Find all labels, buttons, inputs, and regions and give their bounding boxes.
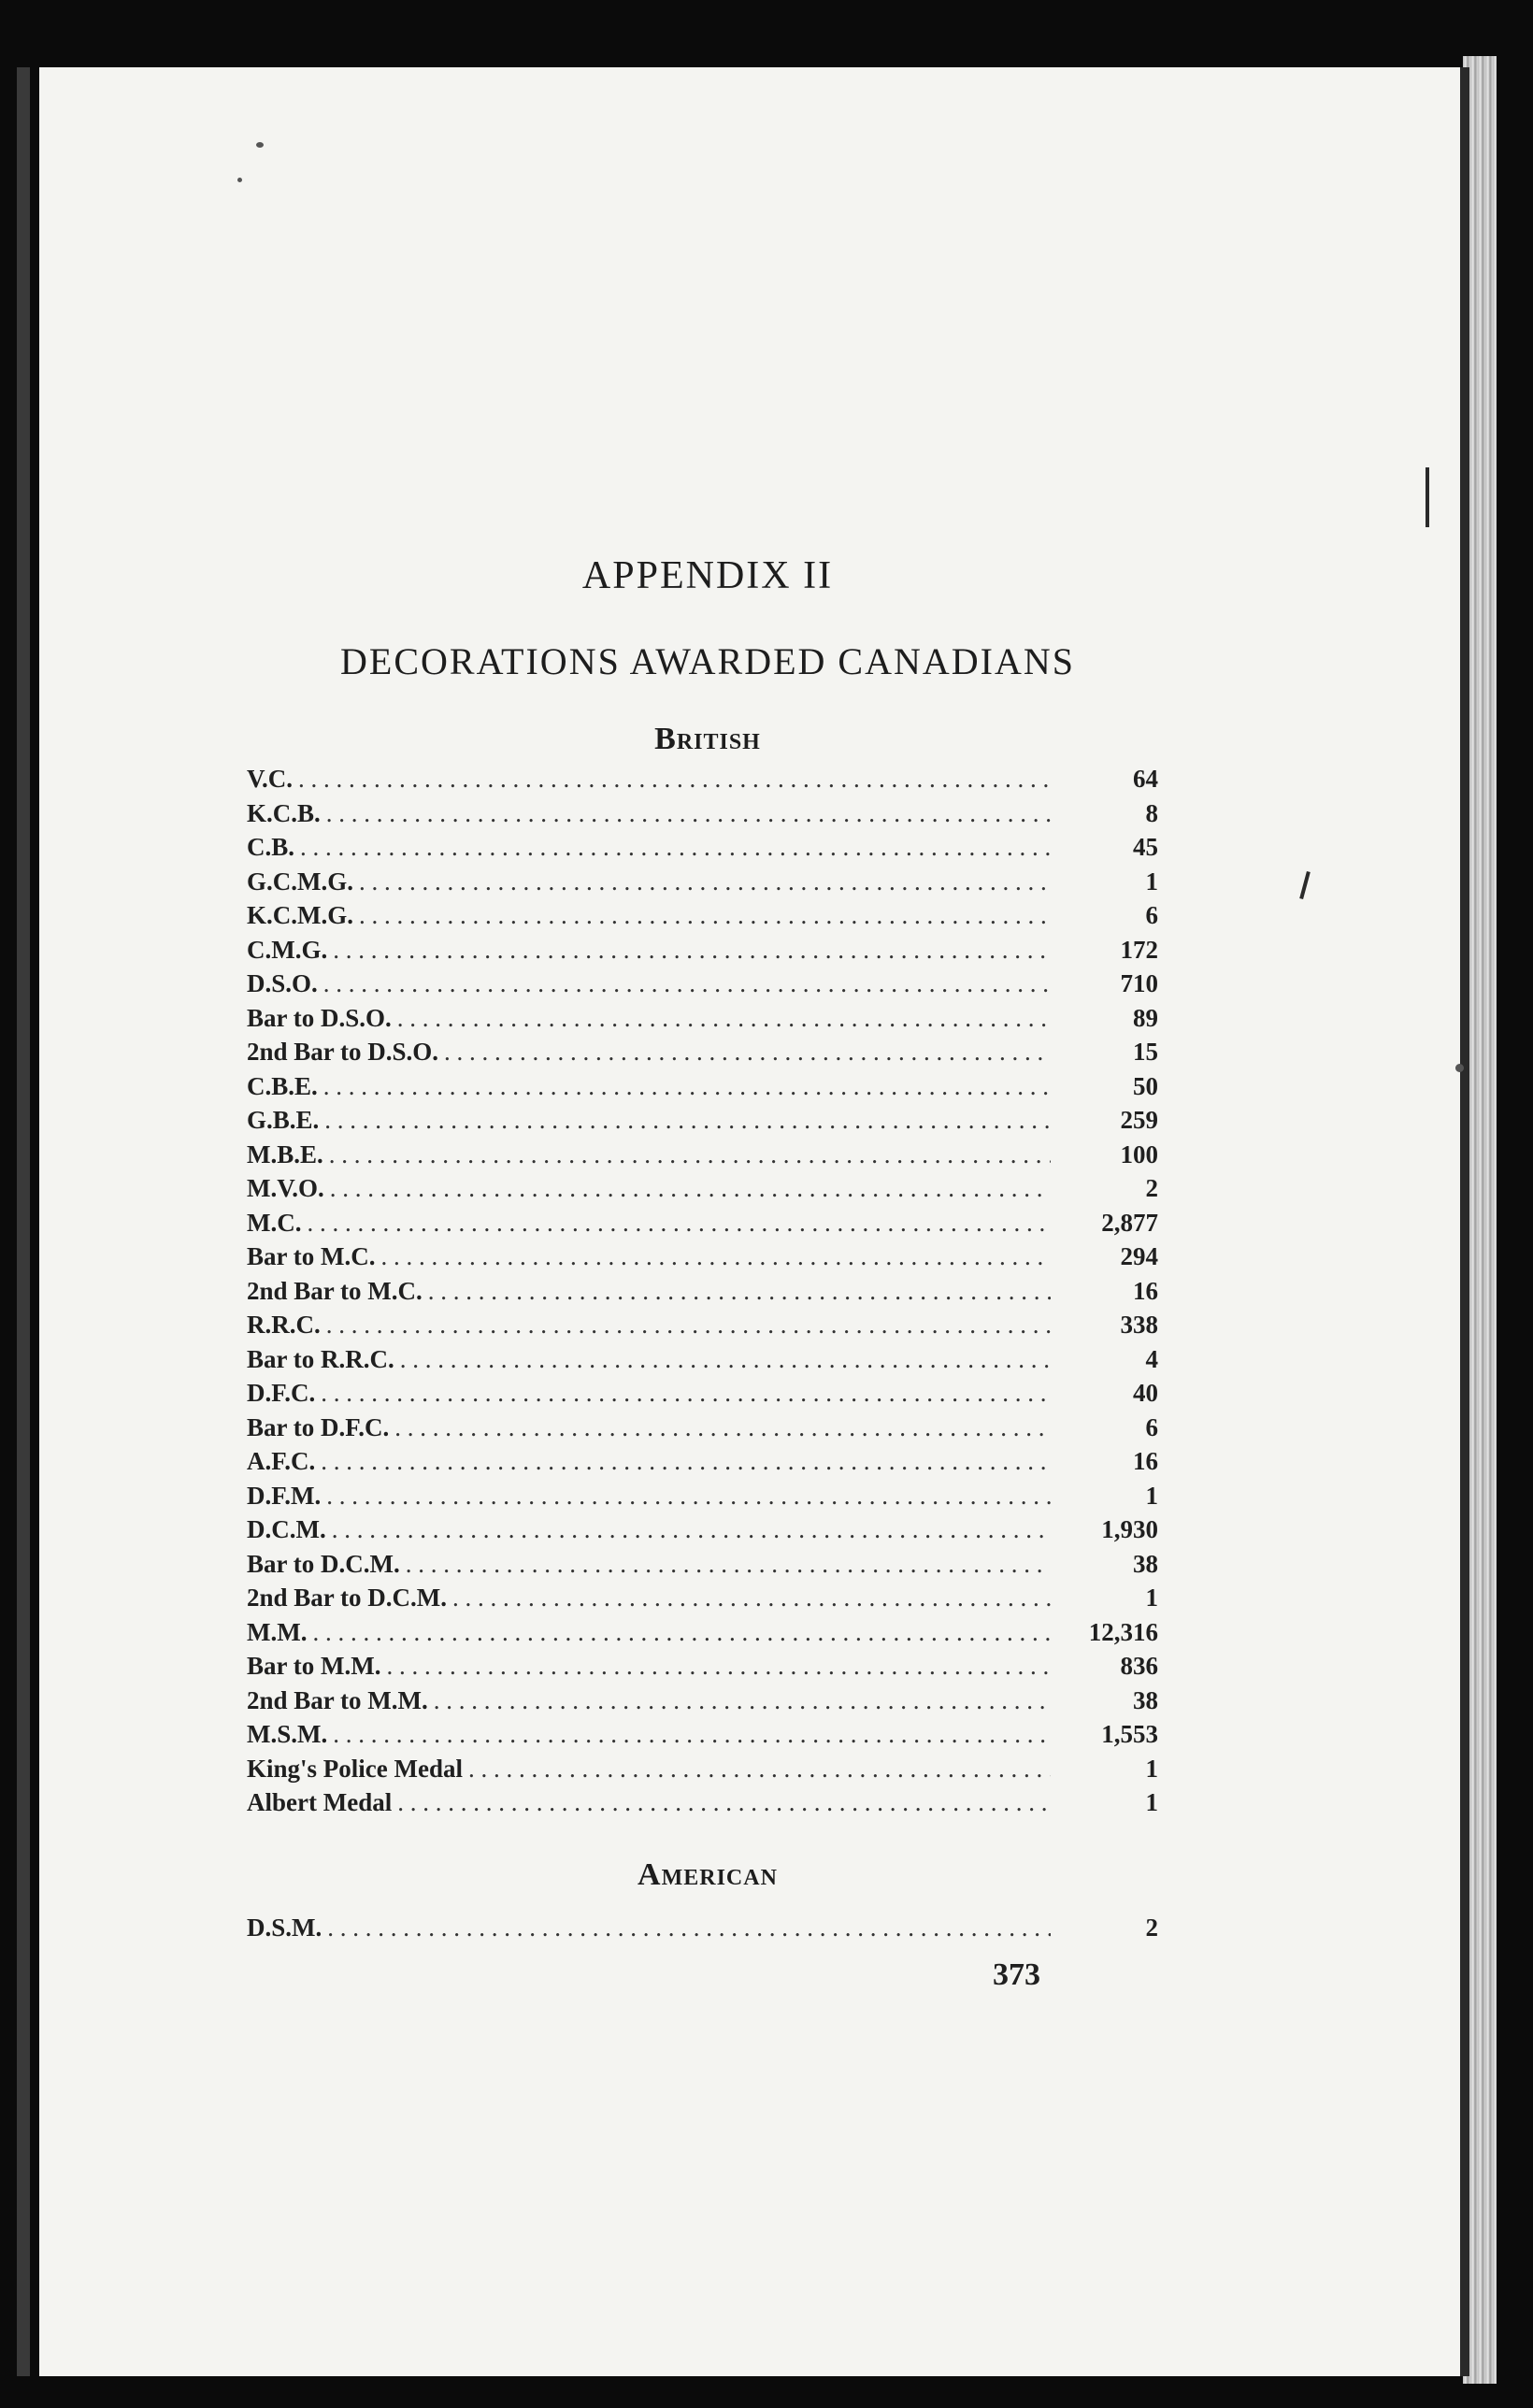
decoration-count: 1,930 <box>1101 1515 1158 1543</box>
decoration-count: 6 <box>1145 901 1158 929</box>
decoration-count: 710 <box>1120 969 1158 997</box>
decoration-count: 294 <box>1120 1242 1158 1270</box>
decoration-row <box>247 1277 1158 1312</box>
decoration-label: D.F.M. <box>247 1481 322 1510</box>
decoration-label: Bar to M.M. <box>247 1652 381 1680</box>
book-spine <box>17 67 30 2376</box>
decoration-label: M.V.O. <box>247 1174 324 1202</box>
decoration-row <box>247 1482 1158 1516</box>
decoration-label: 2nd Bar to D.C.M. <box>247 1584 448 1612</box>
dot-leader <box>444 1038 1051 1067</box>
scan-speck <box>1455 1064 1464 1072</box>
dot-leader <box>397 1004 1051 1033</box>
decoration-row <box>247 833 1158 867</box>
decoration-count: 1 <box>1145 867 1158 896</box>
decoration-row <box>247 1140 1158 1175</box>
decoration-label: M.M. <box>247 1617 308 1646</box>
decoration-count: 172 <box>1120 935 1158 964</box>
decoration-label: A.F.C. <box>247 1447 316 1475</box>
page-heading: DECORATIONS AWARDED CANADIANS <box>340 640 1075 682</box>
section-title-american: American <box>638 1857 778 1892</box>
decoration-count: 50 <box>1133 1071 1158 1100</box>
decoration-count: 38 <box>1133 1549 1158 1578</box>
decoration-row <box>247 1004 1158 1039</box>
dot-leader <box>326 1482 1051 1511</box>
decoration-count: 89 <box>1133 1003 1158 1032</box>
dot-leader <box>298 765 1051 794</box>
decoration-count: 1 <box>1145 1584 1158 1612</box>
dot-leader <box>333 1720 1051 1749</box>
decoration-count: 16 <box>1133 1276 1158 1305</box>
decoration-count: 1 <box>1145 1754 1158 1783</box>
dot-leader <box>321 1447 1051 1476</box>
decoration-count: 100 <box>1120 1140 1158 1168</box>
decoration-label: D.F.C. <box>247 1379 316 1407</box>
decoration-count: 4 <box>1145 1344 1158 1373</box>
decoration-row <box>247 1345 1158 1380</box>
decoration-row <box>247 1413 1158 1448</box>
decoration-row <box>247 1652 1158 1686</box>
decoration-row <box>247 1584 1158 1618</box>
dot-leader <box>452 1584 1051 1612</box>
margin-mark <box>1426 467 1429 527</box>
decoration-label: Bar to R.R.C. <box>247 1344 394 1373</box>
decoration-row <box>247 765 1158 799</box>
decoration-row <box>247 799 1158 834</box>
decoration-row <box>247 1686 1158 1721</box>
dot-leader <box>333 936 1051 965</box>
decoration-label: Albert Medal <box>247 1788 393 1816</box>
scan-speck <box>256 142 264 148</box>
decoration-count: 40 <box>1133 1379 1158 1407</box>
decoration-count: 1 <box>1145 1788 1158 1816</box>
decoration-row <box>247 1242 1158 1277</box>
decoration-label: R.R.C. <box>247 1311 321 1339</box>
decoration-count: 15 <box>1133 1038 1158 1066</box>
decoration-row <box>247 1379 1158 1413</box>
dot-leader <box>394 1413 1051 1442</box>
dot-leader <box>359 901 1051 930</box>
decoration-count: 64 <box>1133 765 1158 793</box>
dot-leader <box>330 1174 1051 1203</box>
dot-leader <box>307 1209 1051 1238</box>
decoration-row <box>247 1914 1158 1948</box>
dot-leader <box>321 1379 1051 1408</box>
decoration-label: D.S.M. <box>247 1914 322 1942</box>
decoration-row <box>247 1447 1158 1482</box>
decoration-label: G.B.E. <box>247 1106 320 1134</box>
decoration-label: C.M.G. <box>247 935 328 964</box>
dot-leader <box>300 833 1051 862</box>
decoration-row <box>247 1174 1158 1209</box>
decoration-label: G.C.M.G. <box>247 867 353 896</box>
decoration-row <box>247 1209 1158 1243</box>
dot-leader <box>326 799 1051 828</box>
decoration-count: 1 <box>1145 1481 1158 1510</box>
dot-leader <box>406 1550 1051 1579</box>
decoration-label: C.B. <box>247 833 295 861</box>
decoration-count: 12,316 <box>1088 1617 1158 1646</box>
decoration-row <box>247 969 1158 1004</box>
decoration-count: 259 <box>1120 1106 1158 1134</box>
dot-leader <box>400 1345 1051 1374</box>
decoration-label: M.C. <box>247 1208 302 1237</box>
decoration-row <box>247 1550 1158 1584</box>
american-decorations-list <box>247 1914 1158 1948</box>
dot-leader <box>359 867 1051 896</box>
decoration-row <box>247 867 1158 902</box>
decoration-label: Bar to D.S.O. <box>247 1003 392 1032</box>
decoration-count: 16 <box>1133 1447 1158 1475</box>
decoration-row <box>247 1755 1158 1789</box>
decoration-label: K.C.M.G. <box>247 901 353 929</box>
decoration-label: King's Police Medal <box>247 1754 463 1783</box>
decoration-count: 2,877 <box>1101 1208 1158 1237</box>
decoration-count: 2 <box>1145 1914 1158 1942</box>
decoration-count: 38 <box>1133 1685 1158 1714</box>
decoration-label: 2nd Bar to D.S.O. <box>247 1038 439 1066</box>
book-page <box>39 67 1469 2376</box>
scan-speck <box>237 178 242 182</box>
section-title-british: British <box>654 722 761 756</box>
dot-leader <box>428 1277 1051 1306</box>
decoration-count: 45 <box>1133 833 1158 861</box>
decoration-label: D.S.O. <box>247 969 318 997</box>
dot-leader <box>323 969 1051 998</box>
decoration-row <box>247 1311 1158 1345</box>
page-number: 373 <box>993 1957 1040 1992</box>
decoration-count: 2 <box>1145 1174 1158 1202</box>
decoration-label: K.C.B. <box>247 798 321 827</box>
decoration-label: D.C.M. <box>247 1515 326 1543</box>
decoration-label: Bar to D.C.M. <box>247 1549 400 1578</box>
decoration-count: 1,553 <box>1101 1720 1158 1748</box>
decoration-row <box>247 1618 1158 1653</box>
decoration-row <box>247 1788 1158 1823</box>
dot-leader <box>434 1686 1051 1715</box>
decoration-count: 6 <box>1145 1412 1158 1441</box>
dot-leader <box>312 1618 1051 1647</box>
decoration-label: C.B.E. <box>247 1071 318 1100</box>
decoration-row <box>247 1720 1158 1755</box>
margin-mark <box>1299 871 1311 899</box>
dot-leader <box>386 1652 1051 1681</box>
dot-leader <box>327 1914 1051 1942</box>
dot-leader <box>324 1106 1051 1135</box>
dot-leader <box>468 1755 1051 1784</box>
dot-leader <box>397 1788 1051 1817</box>
decoration-label: 2nd Bar to M.M. <box>247 1685 428 1714</box>
decoration-label: 2nd Bar to M.C. <box>247 1276 423 1305</box>
decoration-label: M.S.M. <box>247 1720 328 1748</box>
appendix-title: APPENDIX II <box>581 554 834 597</box>
decoration-count: 8 <box>1145 798 1158 827</box>
decoration-row <box>247 1072 1158 1107</box>
decoration-label: Bar to D.F.C. <box>247 1412 390 1441</box>
decoration-row <box>247 1106 1158 1140</box>
decoration-row <box>247 936 1158 970</box>
decoration-label: Bar to M.C. <box>247 1242 376 1270</box>
dot-leader <box>380 1242 1051 1271</box>
dot-leader <box>323 1072 1051 1101</box>
decoration-row <box>247 1515 1158 1550</box>
dot-leader <box>332 1515 1051 1544</box>
decoration-label: M.B.E. <box>247 1140 323 1168</box>
dot-leader <box>326 1311 1051 1340</box>
decoration-row <box>247 901 1158 936</box>
decoration-row <box>247 1038 1158 1072</box>
decoration-count: 338 <box>1120 1311 1158 1339</box>
decoration-count: 836 <box>1120 1652 1158 1680</box>
decoration-label: V.C. <box>247 765 294 793</box>
dot-leader <box>329 1140 1051 1169</box>
british-decorations-list <box>247 765 1158 1823</box>
